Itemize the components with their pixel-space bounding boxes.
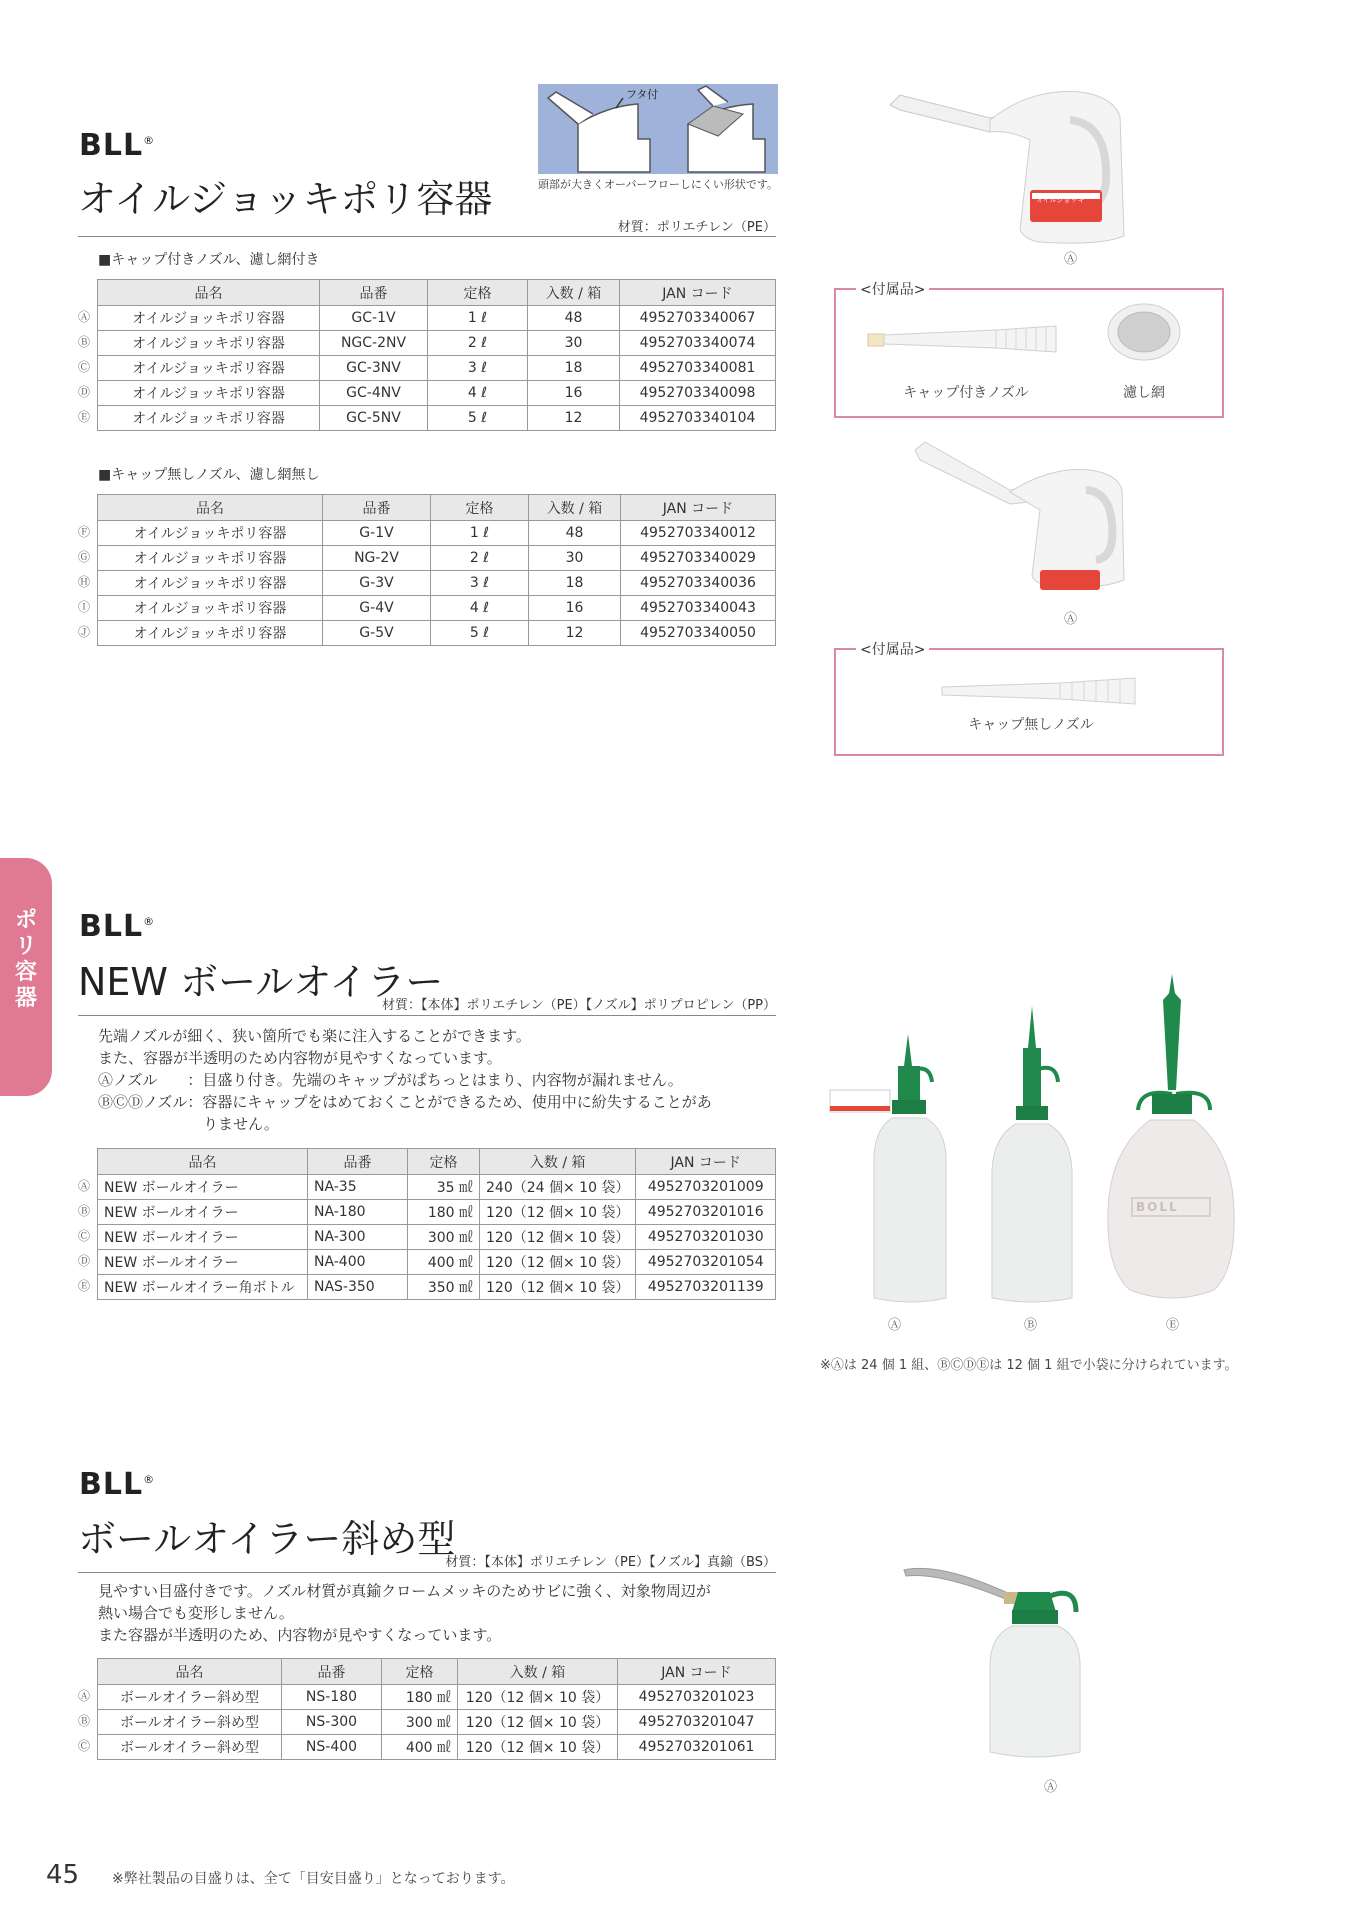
- brand-logo: BLL®: [79, 909, 156, 944]
- table2-heading: ■キャップ無しノズル、濾し網無し: [98, 467, 320, 483]
- accessory-nozzle-caption: キャップ付きノズル: [903, 385, 1029, 401]
- row-mark: Ⓐ: [78, 310, 91, 324]
- row-mark: Ⓘ: [78, 600, 91, 614]
- cell-jan: 4952703201054: [636, 1250, 776, 1275]
- cell-qty: 30: [529, 546, 621, 571]
- table-row: [98, 1200, 776, 1225]
- cell-size: 5 ℓ: [428, 406, 528, 431]
- cell-code: NA-35: [308, 1175, 408, 1200]
- cell-code: NA-180: [308, 1200, 408, 1225]
- table-row: [98, 356, 776, 381]
- brand-logo-text: BLL: [79, 909, 144, 944]
- cell-name: NEW ボールオイラー: [98, 1200, 308, 1225]
- section2-material: 材質：【本体】ポリエチレン（PE）【ノズル】ポリプロピレン（PP）: [381, 998, 776, 1013]
- cell-jan: 4952703340074: [620, 331, 776, 356]
- category-side-tab-label: ポリ容器: [14, 908, 37, 1011]
- table-row: [98, 521, 776, 546]
- cell-code: GC-3NV: [320, 356, 428, 381]
- section1-rule: [78, 236, 776, 237]
- cell-jan: 4952703201023: [618, 1685, 776, 1710]
- cell-code: GC-1V: [320, 306, 428, 331]
- row-mark: Ⓒ: [78, 360, 91, 374]
- cell-qty: 18: [528, 356, 620, 381]
- cell-size: 5 ℓ: [431, 621, 529, 646]
- cell-qty: 240（24 個× 10 袋）: [480, 1175, 636, 1200]
- cell-code: NA-300: [308, 1225, 408, 1250]
- row-mark: Ⓕ: [78, 525, 91, 539]
- cell-name: オイルジョッキポリ容器: [98, 546, 323, 571]
- row-mark: Ⓔ: [78, 410, 91, 424]
- header-code: 品番: [308, 1149, 408, 1175]
- cell-jan: 4952703340050: [621, 621, 776, 646]
- cell-name: ボールオイラー斜め型: [98, 1735, 282, 1760]
- cell-name: オイルジョッキポリ容器: [98, 406, 320, 431]
- section3-description: [98, 1580, 711, 1646]
- cell-code: NG-2V: [323, 546, 431, 571]
- cell-code: NA-400: [308, 1250, 408, 1275]
- section2-rule: [78, 1015, 776, 1016]
- table-row: [98, 596, 776, 621]
- cell-jan: 4952703201030: [636, 1225, 776, 1250]
- cell-jan: 4952703201061: [618, 1735, 776, 1760]
- cell-name: オイルジョッキポリ容器: [98, 331, 320, 356]
- cell-name: NEW ボールオイラー角ボトル: [98, 1275, 308, 1300]
- overflow-diagram: [538, 84, 778, 174]
- cell-qty: 120（12 個× 10 袋）: [458, 1710, 618, 1735]
- cell-size: 350 ㎖: [408, 1275, 480, 1300]
- diagram-caption: 頭部が大きくオーバーフローしにくい形状です。: [538, 178, 779, 191]
- table-row: [98, 546, 776, 571]
- cell-name: オイルジョッキポリ容器: [98, 621, 323, 646]
- brand-logo: BLL®: [79, 1467, 156, 1502]
- table-header-row: [98, 280, 776, 306]
- cell-qty: 120（12 個× 10 袋）: [480, 1200, 636, 1225]
- photo-mark-b: Ⓑ: [1024, 1318, 1038, 1333]
- cell-name: NEW ボールオイラー: [98, 1175, 308, 1200]
- cell-code: NS-300: [282, 1710, 382, 1735]
- cell-size: 1 ℓ: [428, 306, 528, 331]
- header-name: 品名: [98, 495, 323, 521]
- cell-jan: 4952703340029: [621, 546, 776, 571]
- table-row: [98, 1685, 776, 1710]
- cell-size: 400 ㎖: [408, 1250, 480, 1275]
- header-jan: JAN コード: [621, 495, 776, 521]
- description-line: また、容器が半透明のため内容物が見やすくなっています。: [98, 1049, 502, 1067]
- brand-logo-text: BLL: [79, 128, 144, 163]
- row-mark: Ⓗ: [78, 575, 91, 589]
- description-line: りません。: [98, 1115, 279, 1133]
- accessories-label-2: <付属品>: [856, 639, 929, 659]
- oil-jug-photo: [880, 80, 1140, 250]
- section2-description: [98, 1025, 712, 1135]
- cell-name: オイルジョッキポリ容器: [98, 356, 320, 381]
- table-row: [98, 331, 776, 356]
- category-side-tab: [0, 858, 52, 1096]
- cell-size: 1 ℓ: [431, 521, 529, 546]
- cell-jan: 4952703340098: [620, 381, 776, 406]
- photo2-mark: Ⓐ: [1064, 612, 1078, 627]
- row-mark: Ⓓ: [78, 1254, 91, 1268]
- cell-code: G-3V: [323, 571, 431, 596]
- table1-heading: ■キャップ付きノズル、濾し網付き: [98, 252, 320, 268]
- table-header-row: [98, 495, 776, 521]
- cell-name: NEW ボールオイラー: [98, 1250, 308, 1275]
- spec-table-1: [97, 279, 776, 431]
- cell-qty: 16: [528, 381, 620, 406]
- section1-material: 材質：ポリエチレン（PE）: [617, 220, 776, 235]
- cell-jan: 4952703340043: [621, 596, 776, 621]
- row-mark: Ⓒ: [78, 1739, 91, 1753]
- cell-jan: 4952703201047: [618, 1710, 776, 1735]
- cell-size: 300 ㎖: [382, 1710, 458, 1735]
- photo-mark-e: Ⓔ: [1166, 1318, 1180, 1333]
- cell-qty: 120（12 個× 10 袋）: [458, 1685, 618, 1710]
- cell-size: 3 ℓ: [431, 571, 529, 596]
- cell-size: 35 ㎖: [408, 1175, 480, 1200]
- uncapped-nozzle-image: [940, 676, 1140, 706]
- section3-rule: [78, 1572, 776, 1573]
- cell-name: ボールオイラー斜め型: [98, 1710, 282, 1735]
- cell-jan: 4952703340012: [621, 521, 776, 546]
- cell-size: 4 ℓ: [428, 381, 528, 406]
- cell-size: 2 ℓ: [428, 331, 528, 356]
- cell-jan: 4952703201009: [636, 1175, 776, 1200]
- table3-row-marks: [78, 1174, 90, 1299]
- header-size: 定格: [382, 1659, 458, 1685]
- table-row: [98, 1250, 776, 1275]
- cell-code: G-5V: [323, 621, 431, 646]
- description-line: ⒷⒸⒹノズル：容器にキャップをはめておくことができるため、使用中に紛失することがあ: [98, 1093, 712, 1111]
- header-name: 品名: [98, 280, 320, 306]
- row-mark: Ⓔ: [78, 1279, 91, 1293]
- header-jan: JAN コード: [618, 1659, 776, 1685]
- photo3-mark: Ⓐ: [1044, 1780, 1058, 1795]
- cell-size: 180 ㎖: [408, 1200, 480, 1225]
- header-code: 品番: [320, 280, 428, 306]
- footer-note: ※弊社製品の目盛りは、全て「目安目盛り」となっております。: [112, 1871, 515, 1887]
- page-number: 45: [46, 1860, 80, 1890]
- photo-bottle-brand: BOLL: [1136, 1200, 1179, 1214]
- cell-jan: 4952703340104: [620, 406, 776, 431]
- diagram-lid-label: フタ付: [626, 88, 659, 101]
- header-name: 品名: [98, 1659, 282, 1685]
- cell-size: 180 ㎖: [382, 1685, 458, 1710]
- row-mark: Ⓒ: [78, 1229, 91, 1243]
- row-mark: Ⓑ: [78, 335, 91, 349]
- spec-table-2: [97, 494, 776, 646]
- table-row: [98, 306, 776, 331]
- table1-row-marks: [78, 305, 90, 430]
- photo1-package-label: オイルジョッキ: [1036, 196, 1085, 204]
- table-row: [98, 406, 776, 431]
- angled-oiler-photo: [900, 1556, 1130, 1766]
- cell-qty: 18: [529, 571, 621, 596]
- cell-qty: 16: [529, 596, 621, 621]
- header-size: 定格: [408, 1149, 480, 1175]
- table2-row-marks: [78, 520, 90, 645]
- section1-title: オイルジョッキポリ容器: [78, 177, 493, 221]
- row-mark: Ⓑ: [78, 1714, 91, 1728]
- photo1-mark: Ⓐ: [1064, 252, 1078, 267]
- table-row: [98, 381, 776, 406]
- header-name: 品名: [98, 1149, 308, 1175]
- cell-qty: 12: [528, 406, 620, 431]
- cell-qty: 120（12 個× 10 袋）: [480, 1275, 636, 1300]
- header-jan: JAN コード: [620, 280, 776, 306]
- table-row: [98, 1225, 776, 1250]
- header-qty: 入数 / 箱: [529, 495, 621, 521]
- strainer-image: [1104, 302, 1184, 372]
- brand-logo: BLL®: [79, 128, 156, 163]
- cell-qty: 48: [529, 521, 621, 546]
- description-line: Ⓐノズル ：目盛り付き。先端のキャップがぱちっとはまり、内容物が漏れません。: [98, 1071, 683, 1089]
- table-row: [98, 571, 776, 596]
- cell-name: オイルジョッキポリ容器: [98, 596, 323, 621]
- table-row: [98, 1710, 776, 1735]
- cell-code: GC-4NV: [320, 381, 428, 406]
- accessories-label-1: <付属品>: [856, 279, 929, 299]
- header-qty: 入数 / 箱: [458, 1659, 618, 1685]
- oil-jug-photo-2: [900, 430, 1140, 600]
- cell-qty: 120（12 個× 10 袋）: [458, 1735, 618, 1760]
- cell-size: 3 ℓ: [428, 356, 528, 381]
- cell-qty: 48: [528, 306, 620, 331]
- cell-code: NS-180: [282, 1685, 382, 1710]
- table-row: [98, 1735, 776, 1760]
- cell-name: オイルジョッキポリ容器: [98, 306, 320, 331]
- description-line: また容器が半透明のため、内容物が見やすくなっています。: [98, 1626, 502, 1644]
- spec-table-4: [97, 1658, 776, 1760]
- section2-title: NEW ボールオイラー: [78, 960, 444, 1004]
- cell-size: 2 ℓ: [431, 546, 529, 571]
- cell-size: 400 ㎖: [382, 1735, 458, 1760]
- cell-name: ボールオイラー斜め型: [98, 1685, 282, 1710]
- cell-size: 4 ℓ: [431, 596, 529, 621]
- row-mark: Ⓖ: [78, 550, 91, 564]
- cell-code: GC-5NV: [320, 406, 428, 431]
- row-mark: Ⓙ: [78, 625, 91, 639]
- cell-qty: 12: [529, 621, 621, 646]
- description-line: 熱い場合でも変形しません。: [98, 1604, 294, 1622]
- header-size: 定格: [431, 495, 529, 521]
- brand-logo-text: BLL: [79, 1467, 144, 1502]
- accessory2-nozzle-caption: キャップ無しノズル: [968, 717, 1094, 733]
- table-row: [98, 621, 776, 646]
- photo-mark-a: Ⓐ: [888, 1318, 902, 1333]
- table-row: [98, 1275, 776, 1300]
- accessories-box-2: [834, 642, 1224, 756]
- accessories-box-1: [834, 282, 1224, 418]
- cell-code: NS-400: [282, 1735, 382, 1760]
- header-size: 定格: [428, 280, 528, 306]
- cell-qty: 120（12 個× 10 袋）: [480, 1250, 636, 1275]
- cell-code: NGC-2NV: [320, 331, 428, 356]
- row-mark: Ⓓ: [78, 385, 91, 399]
- table4-row-marks: [78, 1684, 90, 1759]
- header-qty: 入数 / 箱: [528, 280, 620, 306]
- cell-name: オイルジョッキポリ容器: [98, 521, 323, 546]
- new-ball-oiler-photos: [820, 970, 1240, 1310]
- photo-packaging-note: ※Ⓐは 24 個 1 組、ⒷⒸⒹⒺは 12 個 1 組で小袋に分けられています。: [820, 1358, 1238, 1373]
- section3-title: ボールオイラー斜め型: [78, 1517, 456, 1561]
- row-mark: Ⓐ: [78, 1179, 91, 1193]
- row-mark: Ⓐ: [78, 1689, 91, 1703]
- cell-name: オイルジョッキポリ容器: [98, 571, 323, 596]
- cell-code: NAS-350: [308, 1275, 408, 1300]
- cell-jan: 4952703340067: [620, 306, 776, 331]
- cell-size: 300 ㎖: [408, 1225, 480, 1250]
- header-code: 品番: [282, 1659, 382, 1685]
- description-line: 見やすい目盛付きです。ノズル材質が真鍮クロームメッキのためサビに強く、対象物周辺が: [98, 1582, 711, 1600]
- table-header-row: [98, 1659, 776, 1685]
- cell-code: G-1V: [323, 521, 431, 546]
- cell-jan: 4952703340081: [620, 356, 776, 381]
- section3-material: 材質：【本体】ポリエチレン（PE）【ノズル】真鍮（BS）: [445, 1555, 776, 1570]
- cell-jan: 4952703201139: [636, 1275, 776, 1300]
- cell-name: オイルジョッキポリ容器: [98, 381, 320, 406]
- accessory-strainer-caption: 濾し網: [1123, 385, 1165, 401]
- table-row: [98, 1175, 776, 1200]
- header-jan: JAN コード: [636, 1149, 776, 1175]
- header-qty: 入数 / 箱: [480, 1149, 636, 1175]
- description-line: 先端ノズルが細く、狭い箇所でも楽に注入することができます。: [98, 1027, 531, 1045]
- cell-name: NEW ボールオイラー: [98, 1225, 308, 1250]
- cell-jan: 4952703340036: [621, 571, 776, 596]
- capped-nozzle-image: [866, 324, 1066, 354]
- spec-table-3: [97, 1148, 776, 1300]
- cell-qty: 30: [528, 331, 620, 356]
- header-code: 品番: [323, 495, 431, 521]
- table-header-row: [98, 1149, 776, 1175]
- cell-jan: 4952703201016: [636, 1200, 776, 1225]
- cell-qty: 120（12 個× 10 袋）: [480, 1225, 636, 1250]
- cell-code: G-4V: [323, 596, 431, 621]
- row-mark: Ⓑ: [78, 1204, 91, 1218]
